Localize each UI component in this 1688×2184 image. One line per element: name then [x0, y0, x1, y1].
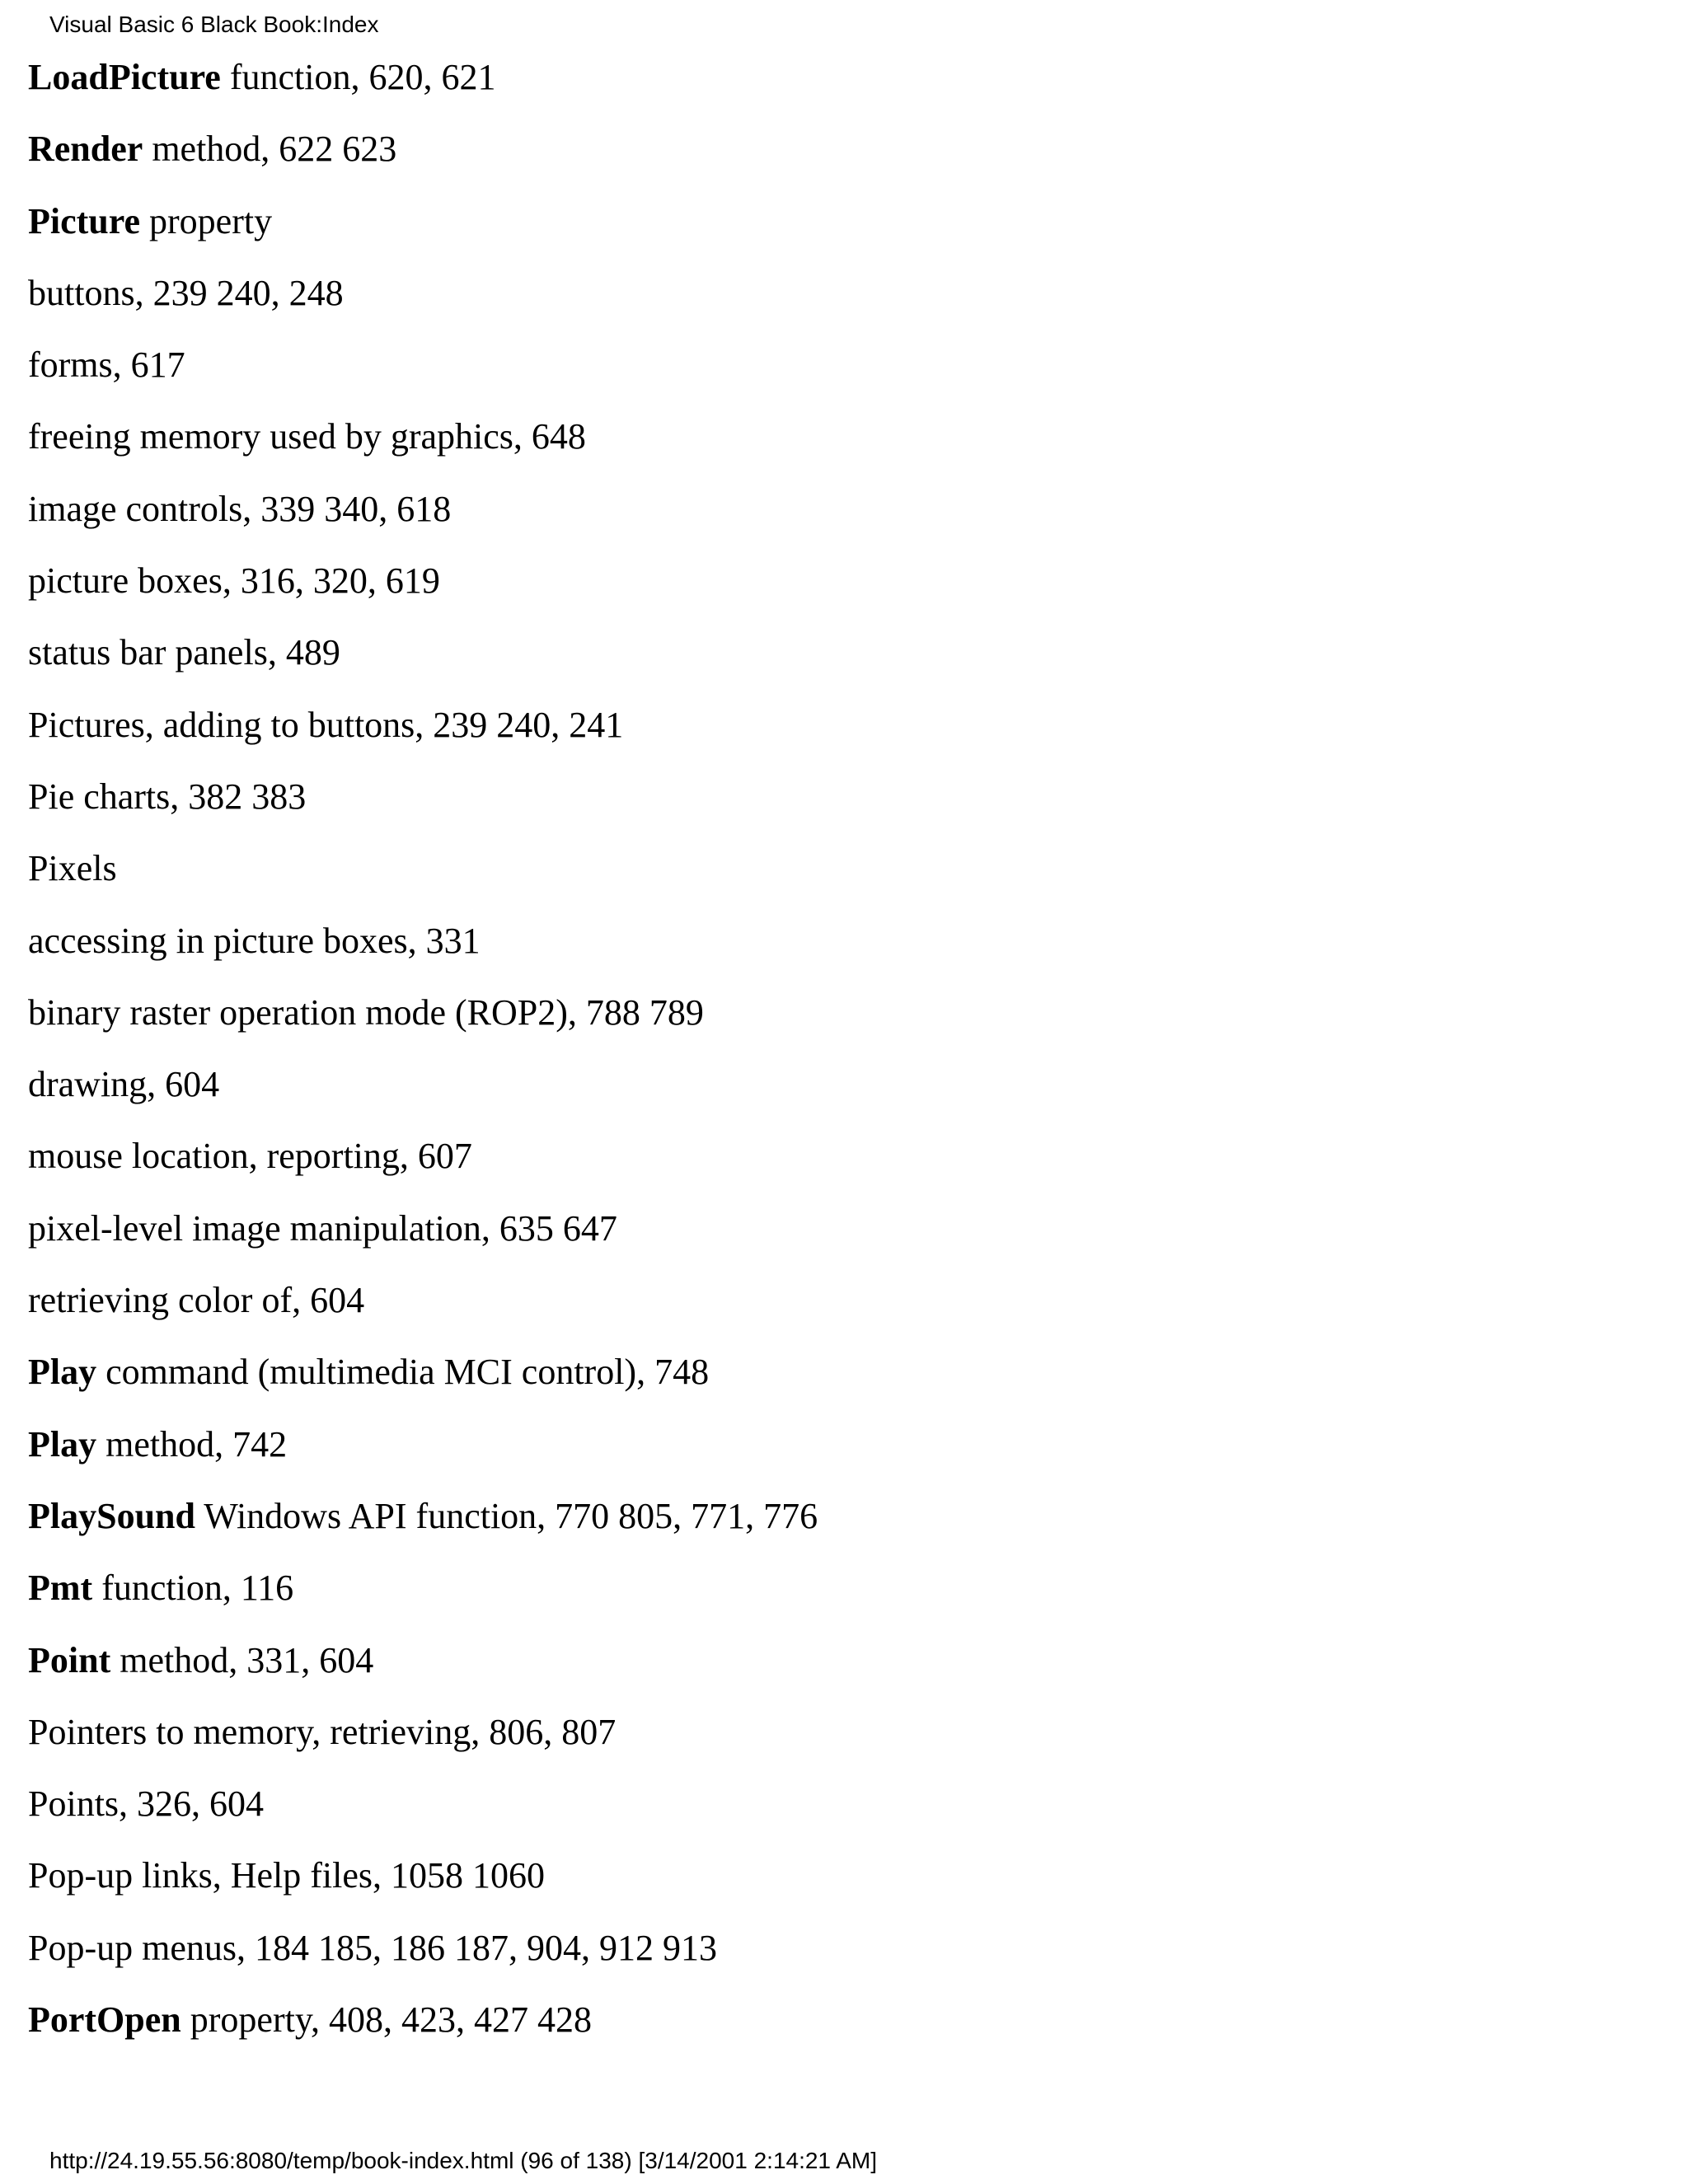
index-entry-text: image controls, 339 340, 618 — [28, 488, 452, 529]
index-entry-text: accessing in picture boxes, 331 — [28, 920, 481, 961]
index-entry-text: mouse location, reporting, 607 — [28, 1136, 472, 1177]
index-entry-text: drawing, 604 — [28, 1064, 220, 1105]
index-entry — [28, 404, 818, 476]
index-entry-text: property — [140, 200, 273, 241]
index-entry-text: binary raster operation mode (ROP2), 788 789 — [28, 991, 704, 1033]
index-entry — [28, 1483, 818, 1555]
index-entry-text: forms, 617 — [28, 344, 185, 386]
index-entry — [28, 260, 818, 332]
index-term: Picture — [28, 200, 141, 241]
index-entry-text: function, 116 — [92, 1568, 294, 1609]
index-term: PortOpen — [28, 1999, 181, 2041]
index-entry — [28, 1412, 818, 1483]
index-entry-text: Pixels — [28, 848, 117, 889]
index-entry-text: freeing memory used by graphics, 648 — [28, 416, 586, 457]
index-entry — [28, 1771, 818, 1843]
index-entry-text: retrieving color of, 604 — [28, 1280, 365, 1321]
index-entry-text: method, 622 623 — [143, 129, 397, 170]
index-entry — [28, 548, 818, 620]
index-entry-text: Windows API function, 770 805, 771, 776 — [195, 1495, 818, 1536]
index-entry — [28, 980, 818, 1052]
index-entry — [28, 1339, 818, 1411]
index-entry — [28, 1123, 818, 1195]
index-entry-text: Points, 326, 604 — [28, 1783, 265, 1825]
index-entry — [28, 908, 818, 980]
index-entry — [28, 620, 818, 691]
index-entry — [28, 1555, 818, 1627]
index-term: Play — [28, 1423, 97, 1465]
index-term: Render — [28, 129, 143, 170]
index-entry — [28, 692, 818, 764]
index-entry-text: function, 620, 621 — [220, 57, 496, 97]
index-entry-text: method, 331, 604 — [110, 1639, 374, 1680]
index-entry — [28, 1628, 818, 1699]
index-entry — [28, 1052, 818, 1123]
index-term: PlaySound — [28, 1495, 195, 1536]
index-entry — [28, 1196, 818, 1268]
index-term: Play — [28, 1352, 97, 1393]
index-entry — [28, 189, 818, 260]
index-entry-text: pixel-level image manipulation, 635 647 — [28, 1207, 617, 1249]
index-entry-text: Pointers to memory, retrieving, 806, 807 — [28, 1711, 617, 1752]
index-entry — [28, 332, 818, 404]
index-entry — [28, 1987, 818, 2059]
index-entry-text: picture boxes, 316, 320, 619 — [28, 560, 440, 602]
index-entry — [28, 116, 818, 188]
index-entry — [28, 476, 818, 548]
page-header: Visual Basic 6 Black Book:Index — [49, 12, 379, 37]
index-entry — [28, 1268, 818, 1339]
index-term: Point — [28, 1639, 111, 1680]
index-term: Pmt — [28, 1568, 93, 1609]
index-entry — [28, 764, 818, 836]
index-entry-text: buttons, 239 240, 248 — [28, 272, 344, 313]
index-list — [28, 45, 818, 2059]
index-entry-text: Pop-up menus, 184 185, 186 187, 904, 912 913 — [28, 1927, 717, 1968]
index-entry-text: command (multimedia MCI control), 748 — [96, 1352, 710, 1393]
index-entry — [28, 45, 818, 116]
index-entry-text: Pop-up links, Help files, 1058 1060 — [28, 1855, 545, 1896]
index-entry-text: status bar panels, 489 — [28, 632, 340, 673]
page-footer-url: http://24.19.55.56:8080/temp/book-index.html (96 of 138) [3/14/2001 2:14:21 AM] — [49, 2148, 878, 2173]
index-entry-text: method, 742 — [96, 1423, 288, 1465]
index-entry — [28, 1915, 818, 1987]
index-entry-text: Pictures, adding to buttons, 239 240, 241 — [28, 704, 624, 745]
index-entry — [28, 836, 818, 907]
index-term: LoadPicture — [28, 57, 221, 97]
index-entry — [28, 1699, 818, 1771]
index-entry-text: Pie charts, 382 383 — [28, 776, 307, 817]
index-entry-text: property, 408, 423, 427 428 — [181, 1999, 592, 2041]
index-entry — [28, 1843, 818, 1915]
